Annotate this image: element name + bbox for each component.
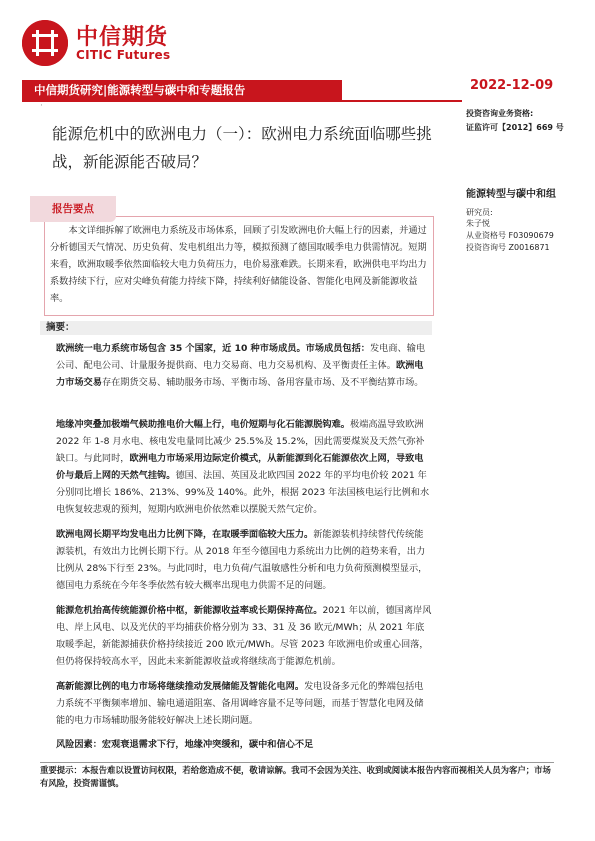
p2-text: 极端高温导致欧洲 2022 年 1-8 月水电、核电发电量同比减少 25.5%及 15.2%，因此需要煤炭及天然气弥补缺口。与此同时， (56, 419, 425, 464)
license-label: 投资咨询业务资格: (466, 109, 534, 118)
p4-bold: 能源危机抬高传统能源价格中枢，新能源收益率或长期保持高位。 (56, 605, 323, 616)
report-highlights-label: 报告要点 (52, 203, 94, 215)
p1-text-2: 存在期货交易、辅助服务市场、平衡市场、备用容量市场、及不平衡结算市场。 (101, 377, 424, 388)
report-series-banner: 中信期货研究|能源转型与碳中和专题报告 (22, 80, 342, 100)
p2-bold-2: 欧洲电力市场采用边际定价模式，从新能源到化石能源依次上网，导致电价与最后上网的天然气挂钩。 (56, 453, 424, 481)
p3-text: 新能源装机持续替代传统能源装机，有效出力比例长期下行。从 2018 年至今德国电力系统出力比例的趋势来看，出力比例从 28%下行至 23%。与此同时，电力负荷/气温敏感性分析和电力负荷预测模型显示，德国电力系统在今年冬季依然有较大概率出现电力供需不足的问题。 (56, 529, 428, 591)
p2-text-2: 德国、法国、英国及北欧四国 2022 年的平均电价较 2021 年分别同比增长 186%、213%、99%及 140%。此外，根据 2023 年法国核电运行比例和水电恢复较悲观的预判，短期内欧洲电价依然难以摆脱天然气定价。 (56, 470, 430, 515)
p2-bold: 地缘冲突叠加极端气候助推电价大幅上行，电价短期与化石能源脱钩难。 (56, 419, 350, 430)
summary-paragraph-4 (56, 602, 432, 670)
researcher-label: 研究员: (466, 208, 493, 217)
p1-bold: 欧洲统一电力系统市场包含 35 个国家，近 10 种市场成员。市场成员包括： (56, 343, 370, 354)
summary-paragraph-2 (56, 416, 432, 518)
summary-paragraph-1 (56, 340, 432, 391)
banner-divider (22, 100, 462, 102)
important-notice: 重要提示：本报告难以设置访问权限，若给您造成不便，敬请谅解。我司不会因为关注、收到或阅读本报告内容而视相关人员为客户；市场有风险，投资需谨慎。 (40, 765, 551, 788)
p4-text: 2021 年以前，德国离岸风电、岸上风电、以及光伏的平均捕获价格分别为 33、31 及 36 欧元/MWh；从 2021 年底取暖季起，新能源捕获价格持续接近 200 欧元/MWh。尽管 2023 年欧洲电价或重心回落，但仍将保持较高水平，因此未来新能源收益或将继续高于能源危机前。 (56, 605, 432, 667)
consult-number: 投资咨询号 Z0016871 (466, 243, 550, 252)
p5-bold: 高新能源比例的电力市场将继续推动发展储能及智能化电网。 (56, 681, 305, 692)
summary-paragraph-5 (56, 678, 432, 729)
summary-paragraph-3 (56, 526, 432, 594)
p5-text: 发电设备多元化的弊端包括电力系统不平衡频率增加、输电通道阻塞、备用调峰容量不足等问题，而基于智慧化电网及储能的电力市场辅助服务能较好解决上述长期问题。 (56, 681, 424, 726)
risk-factors: 风险因素：宏观衰退需求下行，地缘冲突缓和，碳中和信心不足 (56, 739, 314, 750)
bullet-dot: · (40, 101, 43, 111)
p1-text: 发电商、输电公司、配电公司、计量服务提供商、电力交易商、电力交易机构、及平衡责任主体。 (56, 343, 426, 371)
p1-bold-2: 欧洲电力市场交易 (56, 360, 424, 388)
p3-bold: 欧洲电网长期平均发电出力比例下降，在取暖季面临较大压力。 (56, 529, 314, 540)
report-highlights-tab (30, 196, 116, 222)
team-name: 能源转型与碳中和组 (466, 189, 556, 200)
summary-header-bar (40, 321, 432, 335)
citic-logo-icon (22, 20, 68, 66)
report-title: 能源危机中的欧洲电力（一）：欧洲电力系统面临哪些挑战，新能源能否破局？ (52, 125, 432, 171)
researcher-name: 朱子悦 (466, 219, 490, 228)
report-date: 2022-12-09 (470, 78, 554, 93)
footer-divider (40, 762, 554, 763)
practice-number: 从业资格号 F03090679 (466, 231, 554, 240)
report-highlights-text: 本文详细拆解了欧洲电力系统及市场体系，回顾了引发欧洲电价大幅上行的因素，并通过分析德国天气情况、历史负荷、发电机组出力等，模拟预测了德国取暖季电力供需情况。短期来看，欧洲取暖季依然面临较大电力负荷压力，电价易涨难跌。长期来看，欧洲供电平均出力系数持续下行，应对尖峰负荷能力持续下降，持续利好储能设备、智能化电网及新能源收益率。 (50, 225, 427, 304)
summary-label: 摘要： (46, 322, 75, 333)
logo-chinese-name: 中信期货 (76, 25, 169, 50)
logo-english-name: CITIC Futures (76, 48, 171, 62)
license-value: 证监许可【2012】669 号 (466, 123, 564, 132)
